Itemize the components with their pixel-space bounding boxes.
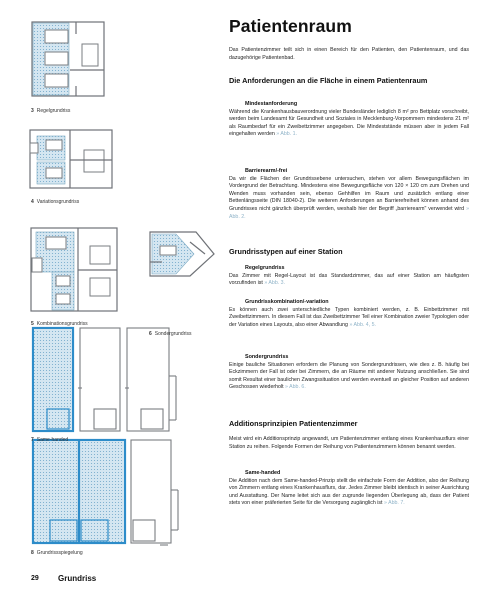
floorplan-figures <box>0 0 225 560</box>
figure-grundrissspiegelung-plan <box>33 440 178 545</box>
caption-fig3: 3 Regelgrundriss <box>31 108 71 114</box>
block-regelgrundriss: Regelgrundriss Das Zimmer mit Regel-Layout ist das Standardzimmer, das auf einer Station am häufigsten vorzufinden ist » Abb. 3. <box>229 265 469 287</box>
block-sondergrundriss: Sondergrundriss Einige bauliche Situationen erfordern die Planung von Sondergrundrissen, wie dies z. B. häufig bei Eckzimmern der Fall ist oder bei Zimmern, die an Räume mit anderer Nutzung anschließen. Sie sind somit Resultat einer baulichen Zwangssituation und werden eventuell an gleicher Position auf anderen Geschossen wiederholt » Abb. 6. <box>229 354 469 391</box>
figure-reference[interactable]: » Abb. 6. <box>285 384 306 391</box>
subheading-same-handed: Same-handed <box>245 470 281 476</box>
caption-fig5: 5 Kombinationsgrundriss <box>31 321 88 327</box>
caption-fig6: 6 Sondergrundriss <box>149 331 192 337</box>
figure-same-handed-plan <box>33 328 176 431</box>
caption-fig8: 8 Grundrissspiegelung <box>31 550 83 556</box>
subheading-kombination: Grundrisskombination/-variation <box>245 299 329 305</box>
intro-paragraph: Das Patientenzimmer teilt sich in einen Bereich für den Patienten, den Patientenraum, und das dazugehörige Patientenbad. <box>229 47 469 61</box>
subheading-sondergrundriss: Sondergrundriss <box>245 354 289 360</box>
heading-anforderungen: Die Anforderungen an die Fläche in einem Patientenraum <box>229 76 428 85</box>
figure-regelgrundriss-plan <box>32 22 104 96</box>
subheading-barrierearm: Barrierearm/-frei <box>245 168 288 174</box>
block-kombination: Grundrisskombination/-variation Es können auch zwei unterschiedliche Typen kombiniert werden, z. B. Einbettzimmer mit Zweibettzimmern. In diesem Fall ist das Zweibettzimmer Teil einer Kombination zweier Typologien oder der Variation eines Layouts, also einer Abwandlung » Abb. 4, 5. <box>229 299 469 328</box>
figure-sondergrundriss-plan <box>150 232 214 276</box>
subheading-regelgrundriss: Regelgrundriss <box>245 265 285 271</box>
caption-fig7: 7 Same-handed <box>31 437 69 443</box>
figure-kombinationsgrundriss-plan <box>31 228 117 311</box>
footer-section-title: Grundriss <box>58 574 97 583</box>
figure-reference[interactable]: » Abb. 1. <box>276 131 298 138</box>
subheading-mindestanforderung: Mindestanforderung <box>245 101 298 107</box>
heading-additionsprinzipien: Additionsprinzipien Patientenzimmer <box>229 419 358 428</box>
heading-grundrisstypen: Grundrisstypen auf einer Station <box>229 247 343 256</box>
block-same-handed: Same-handed Die Addition nach dem Same-handed-Prinzip stellt die einfachste Form der Addition, also der Reihung von Zimmern entlang eines Krankenhausflurs, dar. Jedes Zimmer bleibt identisch in seiner Ausrichtung und Ausstattung. Der Name leitet sich aus der zugrunde liegenden Überlegung ab, dass der Patient stets von einer präferierten Seite für die Versorgung zugänglich ist » Abb. 7. <box>229 470 469 507</box>
page-title: Patientenraum <box>229 16 352 36</box>
figure-reference[interactable]: » Abb. 7. <box>383 500 405 507</box>
figure-reference[interactable]: » Abb. 2. <box>229 205 469 220</box>
block-barrierearm: Barrierearm/-frei Da wir die Flächen der Grundrissebene untersuchen, stehen vor allem Bewegungsflächen im Vordergrund der Betrachtung. Mindestens eine Bewegungsfläche von 120 × 120 cm zum Drehen und Wenden muss vorhanden sein, ebenso Gehhilfen im Raum und zusätzlich entlang einer Bettenlängsseite (DIN 18040-2). Die weiteren Anforderungen an Barrierefreiheit können anhand des Grundrisses nicht gänzlich überprüft werden, weshalb hier der Begriff „barrierearm" verwendet wird » Abb. 2. <box>229 168 469 220</box>
figure-reference[interactable]: » Abb. 3. <box>264 280 286 287</box>
block-mindestanforderung: Mindestanforderung Während die Krankenhausbauverordnung vieler Bundesländer lediglich 8 m² pro Bettplatz vorschreibt, werden beim Landesamt für Gesundheit und Soziales in Mecklenburg-Vorpommern mindestens 21 m² als Raumbedarf für ein Zweibettzimmer angegeben. Die Mindeststände müssen aber in jedem Fall eingehalten werden » Abb. 1. <box>229 101 469 138</box>
figure-reference[interactable]: » Abb. 4, 5. <box>349 321 377 328</box>
figure-variationsgrundriss-plan <box>30 130 112 188</box>
caption-fig4: 4 Variationsgrundriss <box>31 199 80 205</box>
page-number: 29 <box>31 575 39 582</box>
block-addition: Meist wird ein Additionsprinzip angewandt, um Patientenzimmer entlang eines Krankenhausflurs einer Station zu reihen. Folgende Formen der Reihung von Patientenzimmern können benannt werden. <box>229 436 469 450</box>
